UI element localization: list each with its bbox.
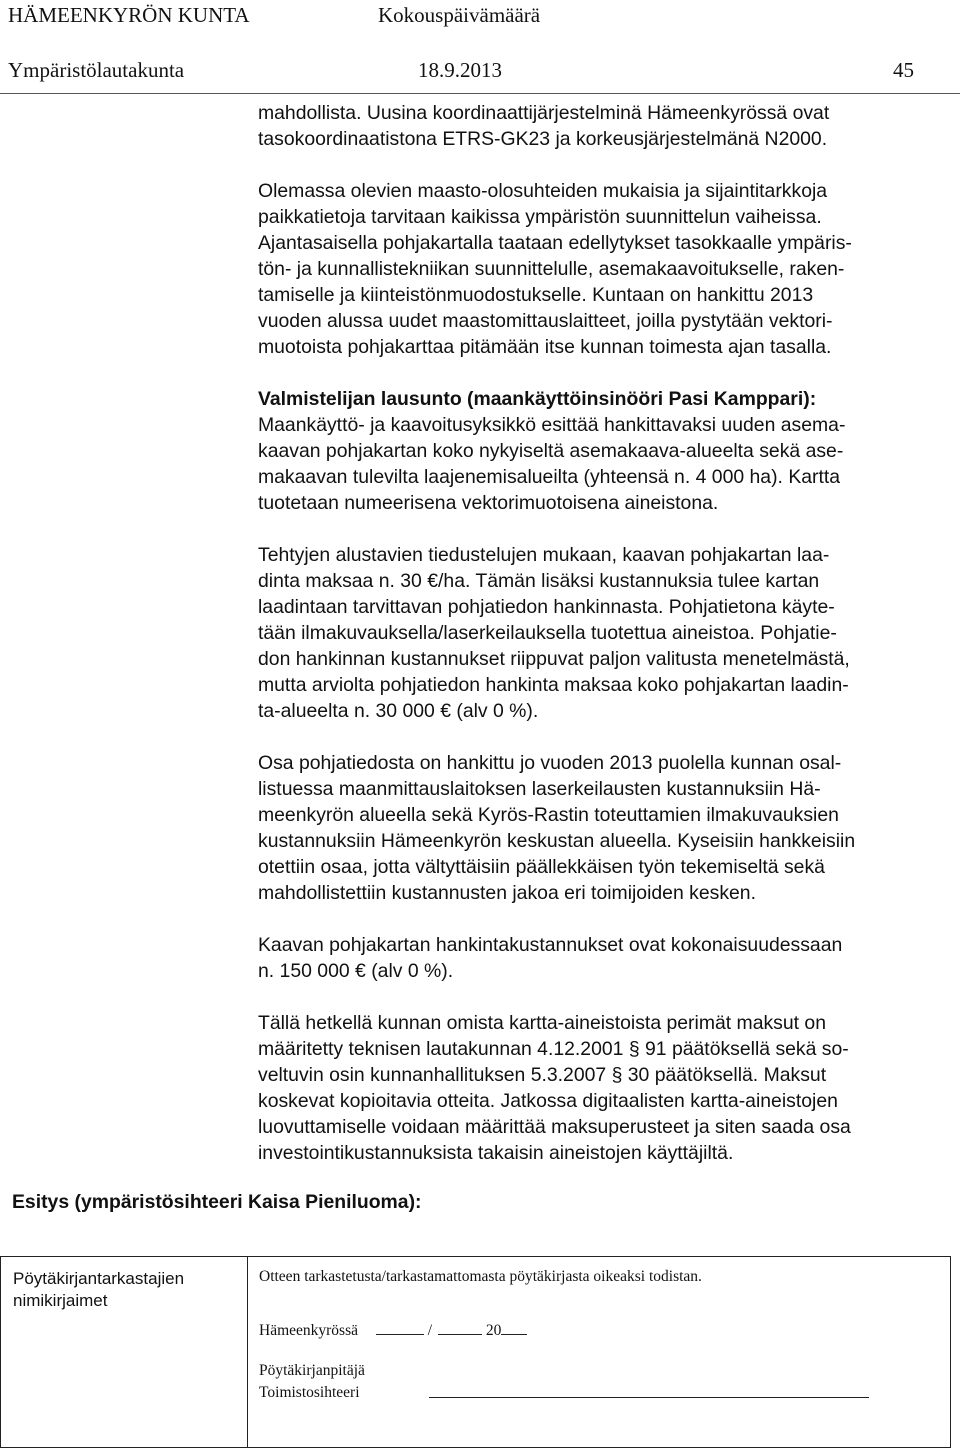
signer-title: Pöytäkirjanpitäjä	[259, 1362, 365, 1379]
text-line: veltuvin osin kunnanhallituksen 5.3.2007 § 30 päätöksellä. Maksut	[258, 1064, 827, 1086]
document-body	[258, 100, 948, 1166]
paragraph-3	[258, 386, 948, 516]
text-line: kaavan pohjakartan koko nykyiseltä asemakaava-alueelta sekä ase-	[258, 440, 844, 462]
text-line: määritetty teknisen lautakunnan 4.12.2001 § 91 päätöksellä sekä so-	[258, 1038, 849, 1060]
paragraph-1	[258, 100, 948, 152]
text-line: koskevat kopioitavia otteita. Jatkossa digitaalisten kartta-aineistojen	[258, 1090, 838, 1112]
footer-divider	[247, 1257, 248, 1447]
initials-label	[13, 1268, 184, 1312]
text-line: Tehtyjen alustavien tiedustelujen mukaan, kaavan pohjakartan laa-	[258, 544, 830, 566]
paragraph-5	[258, 750, 948, 906]
text-line: vuoden alussa uudet maastomittauslaitteet, joilla pystytään vektori-	[258, 310, 833, 332]
text-line: mutta arviolta pohjatiedon hankinta maksaa koko pohjakartan laadin-	[258, 674, 849, 696]
year-prefix: 20	[485, 1322, 502, 1339]
month-blank	[438, 1320, 482, 1335]
text-line: tasokoordinaatistona ETRS-GK23 ja korkeusjärjestelmänä N2000.	[258, 128, 828, 150]
text-line: dinta maksaa n. 30 €/ha. Tämän lisäksi kustannuksia tulee kartan	[258, 570, 820, 592]
signer-role: Toimistosihteeri	[259, 1384, 360, 1401]
text-line: laadintaan tarvittavan pohjatiedon hankinnasta. Pohjatietona käyte-	[258, 596, 835, 618]
paragraph-7	[258, 1010, 948, 1166]
committee-name: Ympäristölautakunta	[8, 58, 185, 82]
text-line: n. 150 000 € (alv 0 %).	[258, 960, 454, 982]
place-date-line	[259, 1320, 527, 1340]
text-line: kustannuksiin Hämeenkyrön keskustan alueella. Kyseisiin hankkeisiin	[258, 830, 856, 852]
initials-label-line: nimikirjaimet	[13, 1291, 108, 1310]
text-line: don hankinnan kustannukset riippuvat paljon valitusta menetelmästä,	[258, 648, 850, 670]
text-line: Ajantasaisella pohjakartalla taataan edellytykset tasokkaalle ympäris-	[258, 232, 852, 254]
document-type: Kokouspäivämäärä	[378, 3, 541, 27]
minutes-footer	[0, 1256, 951, 1448]
text-line: Olemassa olevien maasto-olosuhteiden mukaisia ja sijaintitarkkoja	[258, 180, 828, 202]
text-line: Tällä hetkellä kunnan omista kartta-aineistoista perimät maksut on	[258, 1012, 826, 1034]
preparer-statement-heading: Valmistelijan lausunto (maankäyttöinsinööri Pasi Kamppari):	[258, 388, 817, 410]
text-line: Kaavan pohjakartan hankintakustannukset ovat kokonaisuudessaan	[258, 934, 843, 956]
place-name: Hämeenkyrössä	[259, 1322, 358, 1339]
text-line: mahdollistettiin kustannusten jakoa eri toimijoiden kesken.	[258, 882, 756, 904]
text-line: paikkatietoja tarvitaan kaikissa ympäristön suunnittelun vaiheissa.	[258, 206, 822, 228]
header-divider	[0, 93, 960, 94]
year-blank	[501, 1320, 527, 1335]
meeting-date: 18.9.2013	[418, 58, 502, 82]
text-line: tuotetaan numeerisena vektorimuotoisena aineistona.	[258, 492, 719, 514]
initials-label-line: Pöytäkirjantarkastajien	[13, 1269, 185, 1288]
page-number: 45	[893, 58, 914, 82]
text-line: investointikustannuksista takaisin aineistojen käyttäjiltä.	[258, 1142, 734, 1164]
paragraph-4	[258, 542, 948, 724]
signature-line	[429, 1397, 869, 1398]
organization-name: HÄMEENKYRÖN KUNTA	[8, 3, 250, 27]
text-line: meenkyrön alueella sekä Kyrös-Rastin toteuttamien ilmakuvauksien	[258, 804, 839, 826]
paragraph-6	[258, 932, 948, 984]
paragraph-2	[258, 178, 948, 360]
text-line: tön- ja kunnallistekniikan suunnittelulle, asemakaavoitukselle, raken-	[258, 258, 845, 280]
text-line: Maankäyttö- ja kaavoitusyksikkö esittää hankittavaksi uuden asema-	[258, 414, 846, 436]
text-line: makaavan tulevilta laajenemisalueilta (yhteensä n. 4 000 ha). Kartta	[258, 466, 841, 488]
text-line: mahdollista. Uusina koordinaattijärjestelminä Hämeenkyrössä ovat	[258, 102, 830, 124]
proposal-heading: Esitys (ympäristösihteeri Kaisa Pieniluoma):	[12, 1191, 422, 1213]
text-line: ta-alueelta n. 30 000 € (alv 0 %).	[258, 700, 539, 722]
certification-text: Otteen tarkastetusta/tarkastamattomasta pöytäkirjasta oikeaksi todistan.	[259, 1268, 702, 1285]
text-line: tään ilmakuvauksella/laserkeilauksella tuotettua aineistoa. Pohjatie-	[258, 622, 837, 644]
text-line: listuessa maanmittauslaitoksen laserkeilausten kustannuksiin Hä-	[258, 778, 821, 800]
date-separator: /	[427, 1322, 433, 1339]
text-line: tamiselle ja kiinteistönmuodostukselle. Kuntaan on hankittu 2013	[258, 284, 814, 306]
text-line: otettiin osaa, jotta vältyttäisiin päällekkäisen työn tekemiseltä sekä	[258, 856, 825, 878]
text-line: luovuttamiselle voidaan määrittää maksuperusteet ja siten saada osa	[258, 1116, 851, 1138]
text-line: muotoista pohjakarttaa pitämään itse kunnan toimesta ajan tasalla.	[258, 336, 832, 358]
day-blank	[376, 1320, 424, 1335]
text-line: Osa pohjatiedosta on hankittu jo vuoden 2013 puolella kunnan osal-	[258, 752, 842, 774]
